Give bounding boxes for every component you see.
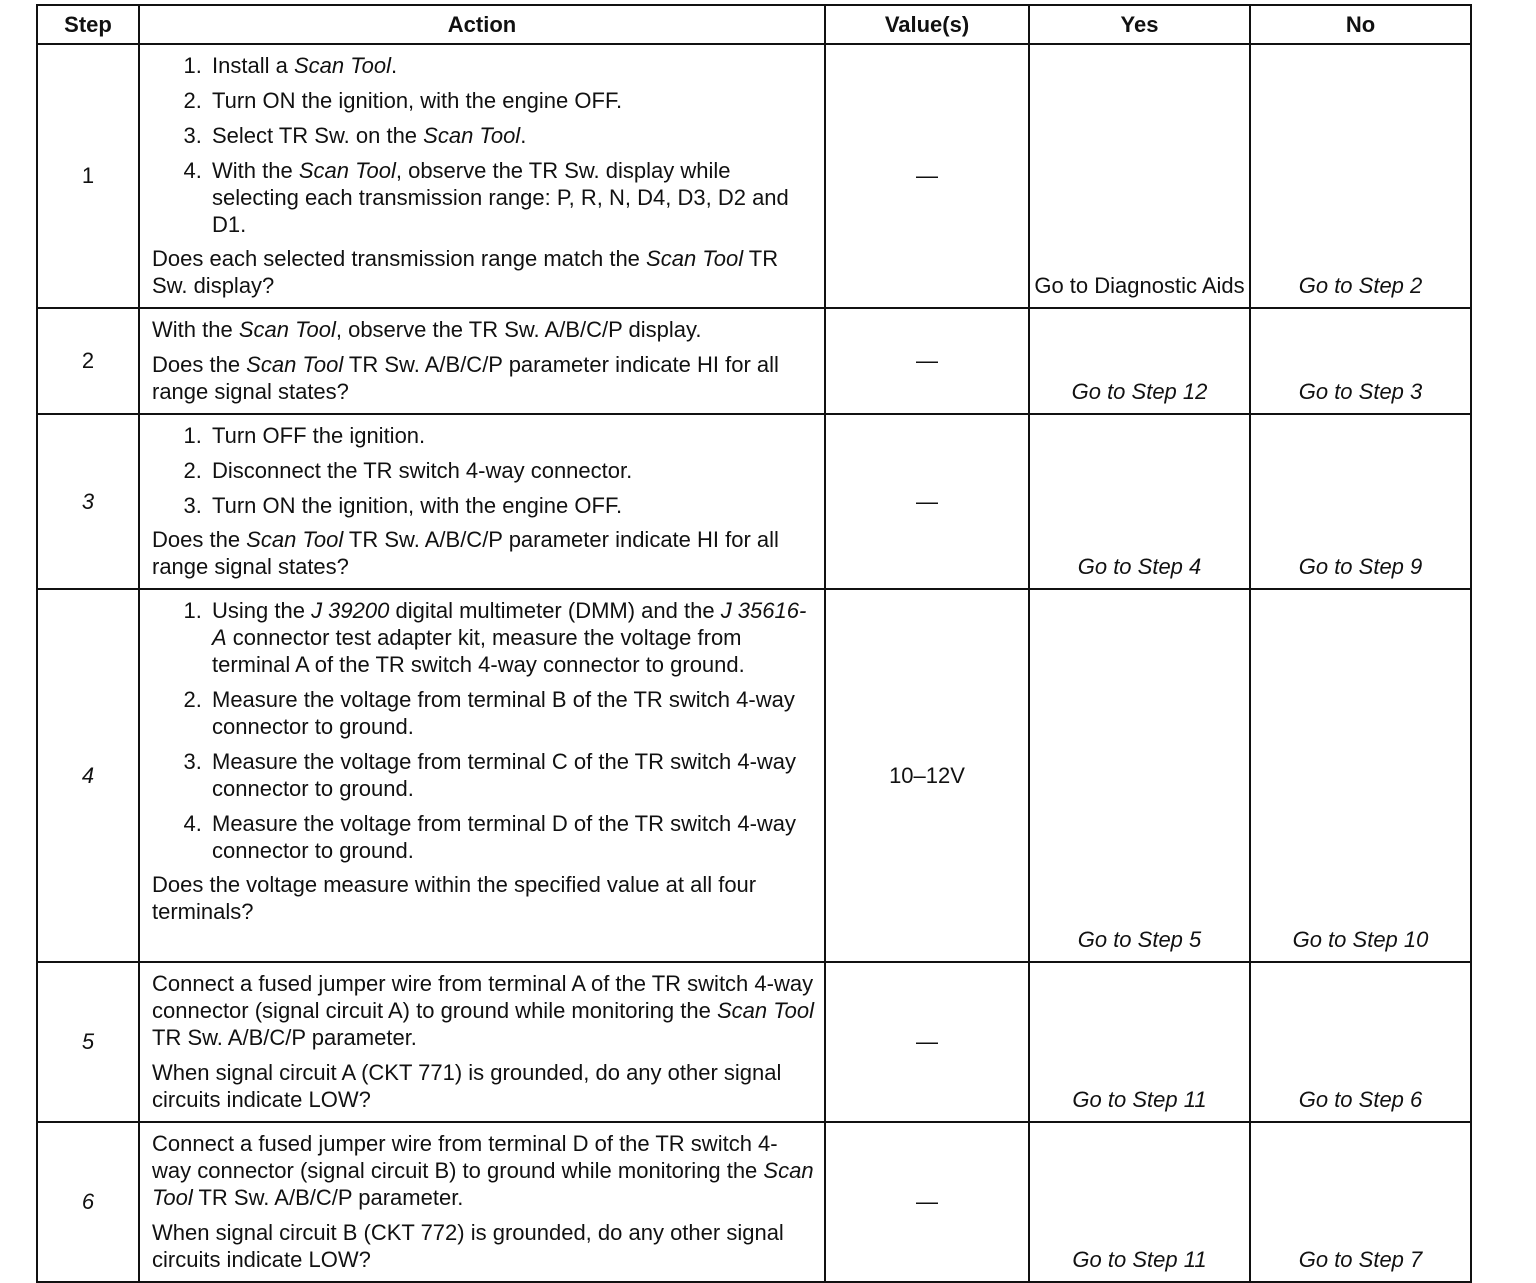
tool-name: J 35616-A [212, 598, 807, 650]
substep-item [208, 686, 814, 740]
value-cell: — [825, 308, 1029, 414]
action-cell [139, 1122, 825, 1282]
text-segment: Measure the voltage from terminal D of the TR switch 4-way connector to ground. [212, 811, 797, 863]
tool-name: Scan Tool [298, 158, 396, 183]
text-segment: When signal circuit A (CKT 771) is grounded, do any other signal circuits indicate LOW? [152, 1060, 782, 1112]
table-row [37, 589, 1471, 962]
table-row [37, 308, 1471, 414]
table-row [37, 414, 1471, 589]
step-number: 2 [37, 308, 139, 414]
action-cell [139, 44, 825, 308]
text-segment: Measure the voltage from terminal B of the TR switch 4-way connector to ground. [212, 687, 795, 739]
text-segment: , observe the TR Sw. display while selecting each transmission range: P, R, N, D4, D3, D2 and D1. [212, 158, 789, 237]
action-paragraph [152, 245, 814, 299]
diagnostic-table [36, 4, 1472, 1283]
action-paragraph [152, 1130, 814, 1211]
tool-name: Scan Tool [152, 1158, 814, 1210]
step-number: 4 [37, 589, 139, 962]
yes-cell: Go to Step 5 [1029, 589, 1250, 962]
tool-name: J 39200 [311, 598, 390, 623]
header-no: No [1250, 5, 1471, 44]
action-paragraph [152, 351, 814, 405]
text-segment: With the [212, 158, 299, 183]
action-cell [139, 308, 825, 414]
tool-name: Scan Tool [716, 998, 814, 1023]
header-values: Value(s) [825, 5, 1029, 44]
text-segment: Does the [152, 352, 247, 377]
text-segment: Measure the voltage from terminal C of the TR switch 4-way connector to ground. [212, 749, 797, 801]
header-row [37, 5, 1471, 44]
no-cell: Go to Step 9 [1250, 414, 1471, 589]
text-segment: Turn ON the ignition, with the engine OFF. [212, 493, 623, 518]
table-row [37, 962, 1471, 1122]
action-paragraph [152, 1059, 814, 1113]
value-cell: — [825, 962, 1029, 1122]
tool-name: Scan Tool [646, 246, 744, 271]
yes-cell: Go to Step 11 [1029, 962, 1250, 1122]
step-number: 1 [37, 44, 139, 308]
text-segment: TR Sw. A/B/C/P parameter. [152, 1025, 417, 1050]
action-paragraph [152, 316, 814, 343]
substep-list [152, 422, 814, 519]
no-cell: Go to Step 6 [1250, 962, 1471, 1122]
table-row [37, 44, 1471, 308]
text-segment: Connect a fused jumper wire from terminal D of the TR switch 4-way connector (signal circuit B) to ground while monitoring the [152, 1131, 778, 1183]
text-segment: connector test adapter kit, measure the voltage from terminal A of the TR switch 4-way connector to ground. [212, 625, 745, 677]
text-segment: Connect a fused jumper wire from terminal A of the TR switch 4-way connector (signal circuit A) to ground while monitoring the [152, 971, 814, 1023]
yes-cell: Go to Step 4 [1029, 414, 1250, 589]
step-number: 6 [37, 1122, 139, 1282]
text-segment: TR Sw. A/B/C/P parameter indicate HI for all range signal states? [152, 527, 779, 579]
value-cell: — [825, 414, 1029, 589]
action-cell [139, 962, 825, 1122]
text-segment: Does the voltage measure within the specified value at all four terminals? [152, 872, 757, 924]
text-segment: Does the [152, 527, 247, 552]
substep-item [208, 748, 814, 802]
text-segment: . [390, 53, 398, 78]
substep-list [152, 597, 814, 864]
tool-name: Scan Tool [238, 317, 336, 342]
text-segment: TR Sw. A/B/C/P parameter. [192, 1185, 464, 1210]
header-yes: Yes [1029, 5, 1250, 44]
tool-name: Scan Tool [423, 123, 521, 148]
table-row [37, 1122, 1471, 1282]
text-segment: Turn ON the ignition, with the engine OFF. [212, 88, 623, 113]
no-cell: Go to Step 10 [1250, 589, 1471, 962]
substep-item [208, 457, 814, 484]
text-segment: . [520, 123, 527, 148]
substep-item [208, 52, 814, 79]
yes-cell: Go to Diagnostic Aids [1029, 44, 1250, 308]
tool-name: Scan Tool [246, 352, 344, 377]
text-segment: Select TR Sw. on the [212, 123, 424, 148]
substep-item [208, 597, 814, 678]
text-segment: , observe the TR Sw. A/B/C/P display. [335, 317, 702, 342]
value-cell: 10–12V [825, 589, 1029, 962]
substep-list [152, 52, 814, 238]
header-step: Step [37, 5, 139, 44]
no-cell: Go to Step 7 [1250, 1122, 1471, 1282]
tool-name: Scan Tool [293, 53, 391, 78]
text-segment: Disconnect the TR switch 4-way connector. [212, 458, 633, 483]
action-paragraph [152, 970, 814, 1051]
text-segment: TR Sw. display? [152, 246, 779, 298]
text-segment: digital multimeter (DMM) and the [389, 598, 721, 623]
tool-name: Scan Tool [246, 527, 344, 552]
substep-item [208, 157, 814, 238]
text-segment: Does each selected transmission range match the [152, 246, 647, 271]
text-segment: Install a [212, 53, 294, 78]
no-cell: Go to Step 2 [1250, 44, 1471, 308]
action-cell [139, 589, 825, 962]
header-action: Action [139, 5, 825, 44]
substep-item [208, 810, 814, 864]
yes-cell: Go to Step 11 [1029, 1122, 1250, 1282]
substep-item [208, 87, 814, 114]
yes-cell: Go to Step 12 [1029, 308, 1250, 414]
step-number: 3 [37, 414, 139, 589]
no-cell: Go to Step 3 [1250, 308, 1471, 414]
substep-item [208, 422, 814, 449]
substep-item [208, 122, 814, 149]
step-number: 5 [37, 962, 139, 1122]
action-paragraph [152, 526, 814, 580]
value-cell: — [825, 44, 1029, 308]
text-segment: Using the [212, 598, 312, 623]
text-segment: With the [152, 317, 239, 342]
value-cell: — [825, 1122, 1029, 1282]
text-segment: Turn OFF the ignition. [212, 423, 426, 448]
text-segment: TR Sw. A/B/C/P parameter indicate HI for all range signal states? [152, 352, 779, 404]
text-segment: When signal circuit B (CKT 772) is grounded, do any other signal circuits indicate LOW? [152, 1220, 784, 1272]
action-paragraph [152, 1219, 814, 1273]
action-paragraph [152, 871, 814, 925]
substep-item [208, 492, 814, 519]
action-cell [139, 414, 825, 589]
